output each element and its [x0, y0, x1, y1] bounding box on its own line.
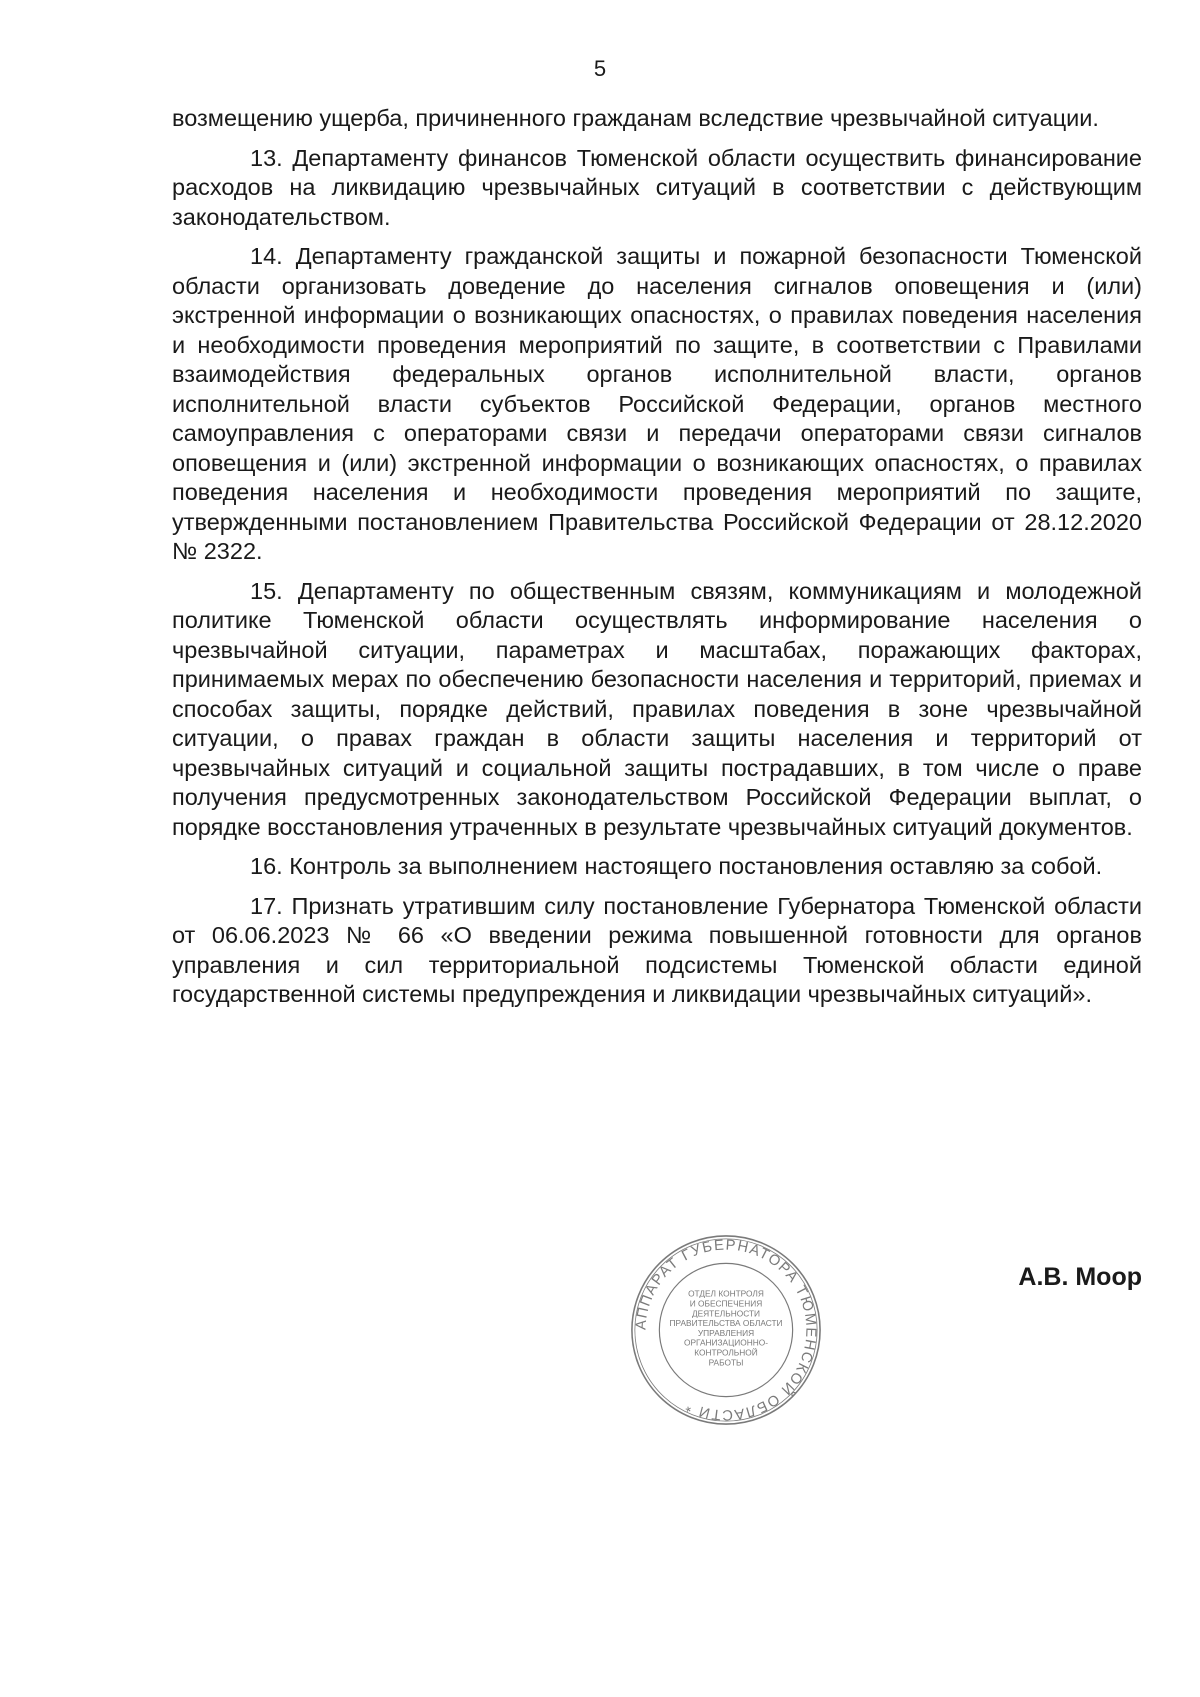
- paragraph-14: 14. Департаменту гражданской защиты и пожарной безопасности Тюменской области организовать доведение до населения сигналов оповещения и (или) экстренной информации о возникающих опасностях, о правилах поведения населения и необходимости проведения мероприятий по защите, в соответствии с Правилами взаимодействия федеральных органов исполнительной власти, органов исполнительной власти субъектов Российской Федерации, органов местного самоуправления с операторами связи и передачи операторами связи сигналов оповещения и (или) экстренной информации о возникающих опасностях, о правилах поведения населения и необходимости проведения мероприятий по защите, утвержденными постановлением Правительства Российской Федерации от 28.12.2020 № 2322.: [172, 243, 1142, 564]
- stamp-inner-line: ОТДЕЛ КОНТРОЛЯ: [688, 1288, 764, 1299]
- stamp-inner-line: ДЕЯТЕЛЬНОСТИ: [691, 1308, 761, 1319]
- stamp-inner-line: И ОБЕСПЕЧЕНИЯ: [689, 1298, 763, 1309]
- stamp-inner-line: РАБОТЫ: [708, 1357, 744, 1368]
- paragraph-13: 13. Департаменту финансов Тюменской области осуществить финансирование расходов на ликвидацию чрезвычайных ситуаций в соответствии с действующим законодательством.: [172, 144, 1142, 230]
- signatory-name: А.В. Моор: [1018, 1263, 1142, 1291]
- stamp-inner-line: КОНТРОЛЬНОЙ: [694, 1347, 758, 1358]
- stamp-ring-text: АППАРАТ ГУБЕРНАТОРА ТЮМЕНСКОЙ ОБЛАСТИ *: [633, 1237, 819, 1423]
- page-number: 5: [593, 56, 607, 81]
- paragraph-16: 16. Контроль за выполнением настоящего постановления оставляю за собой.: [250, 853, 1103, 879]
- paragraph-continuation: возмещению ущерба, причиненного гражданам вследствие чрезвычайной ситуации.: [172, 105, 1099, 131]
- document-body: [172, 104, 1142, 1020]
- paragraph-17: 17. Признать утратившим силу постановление Губернатора Тюменской области от 06.06.2023 № 66 «О введении режима повышенной готовности для органов управления и сил территориальной подсистемы Тюменской области единой государственной системы предупреждения и ликвидации чрезвычайных ситуаций».: [172, 892, 1142, 1007]
- stamp-inner-line: ПРАВИТЕЛЬСТВА ОБЛАСТИ: [669, 1318, 783, 1329]
- stamp-inner-line: ОРГАНИЗАЦИОННО-: [683, 1337, 769, 1348]
- stamp-inner-line: УПРАВЛЕНИЯ: [697, 1327, 755, 1338]
- official-seal-stamp: [628, 1232, 824, 1428]
- paragraph-15: 15. Департаменту по общественным связям, коммуникациям и молодежной политике Тюменской области осуществлять информирование населения о чрезвычайной ситуации, параметрах и масштабах, поражающих факторах, принимаемых мерах по обеспечению безопасности населения и территорий, приемах и способах защиты, порядке действий, правилах поведения в зоне чрезвычайной ситуации, о правах граждан в области защиты населения и территорий от чрезвычайных ситуаций и социальной защиты пострадавших, в том числе о праве получения предусмотренных законодательством Российской Федерации выплат, о порядке восстановления утраченных в результате чрезвычайных ситуаций документов.: [172, 577, 1142, 840]
